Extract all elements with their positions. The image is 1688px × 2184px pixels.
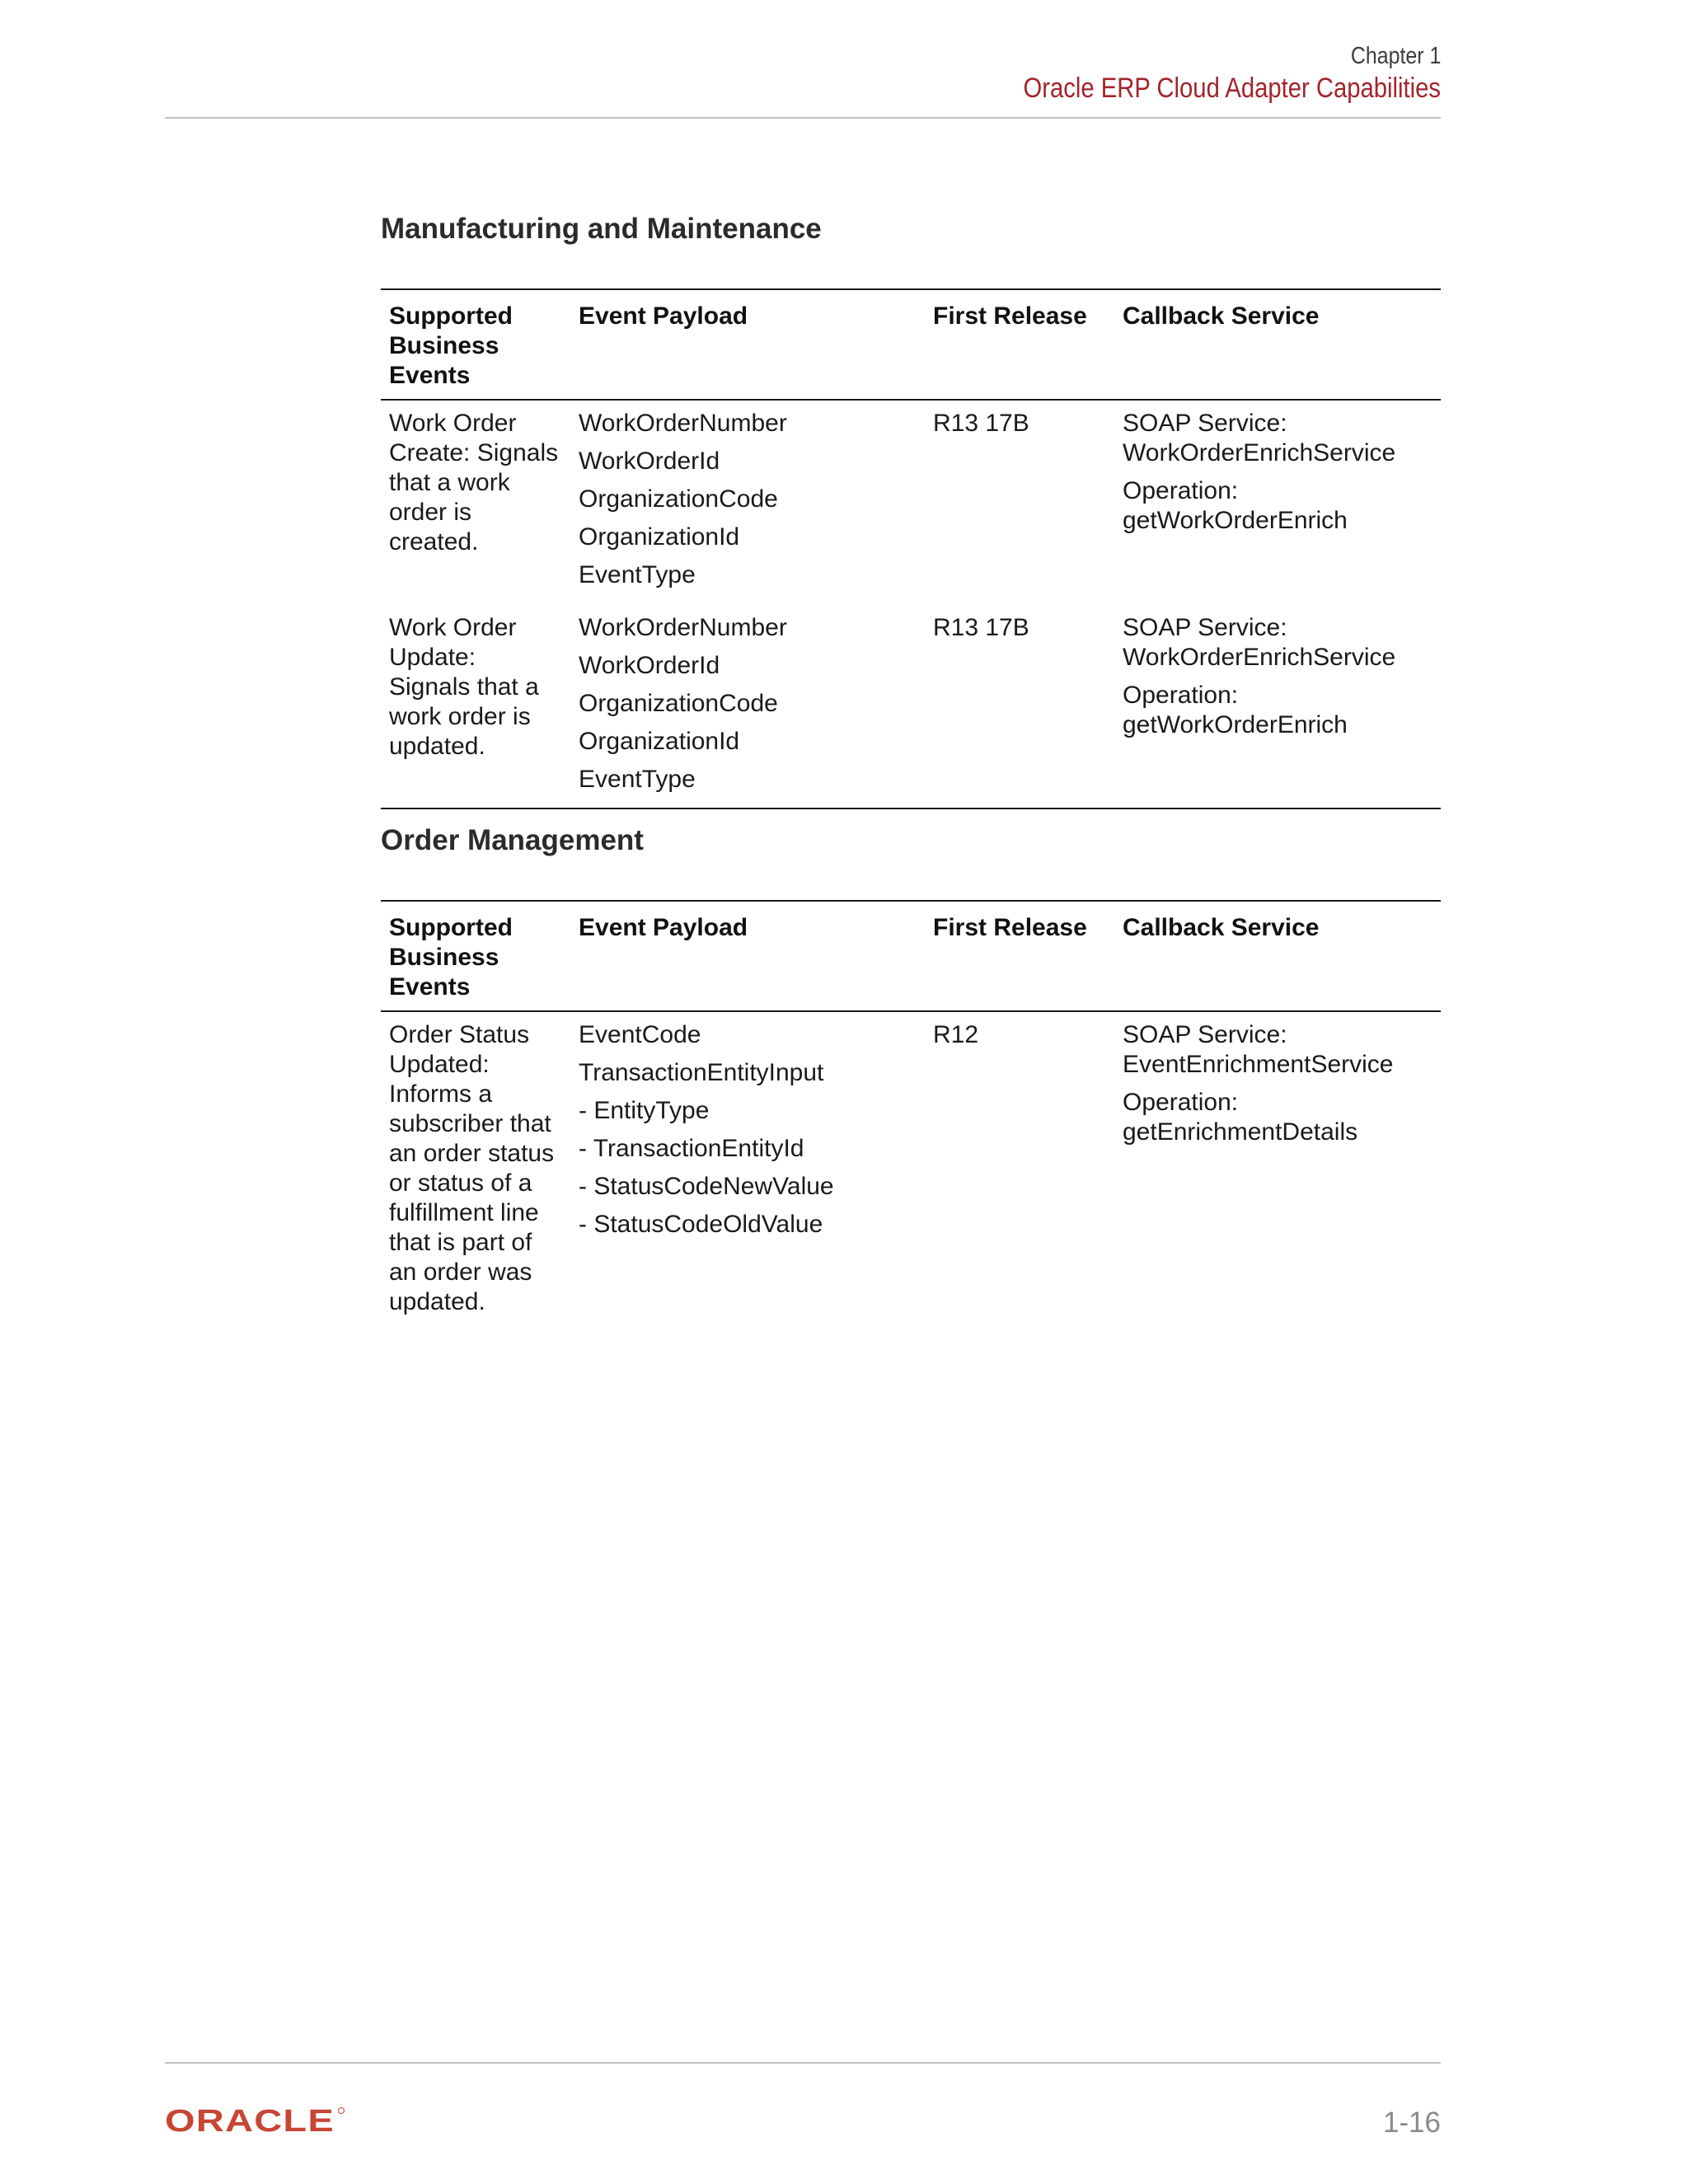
column-header: First Release (925, 901, 1114, 1011)
payload-field: OrganizationCode (579, 485, 778, 513)
first-release: R13 17B (933, 410, 1029, 437)
event-payload (570, 605, 925, 808)
payload-field: OrganizationId (579, 728, 740, 755)
table-row (381, 400, 1441, 605)
callback-service (1114, 605, 1441, 808)
event-payload (570, 400, 925, 605)
soap-service-name: EventEnrichmentService (1123, 1051, 1394, 1078)
payload-field: EventCode (579, 1021, 701, 1048)
oracle-logo-text: ORACLE (165, 2106, 335, 2134)
event-payload (570, 1011, 925, 1322)
soap-service-name: WorkOrderEnrichService (1123, 439, 1396, 466)
payload-field: OrganizationId (579, 523, 740, 551)
operation-label: Operation: (1123, 477, 1239, 504)
first-release: R12 (933, 1021, 979, 1048)
payload-field: WorkOrderId (579, 448, 720, 475)
payload-field: - EntityType (579, 1097, 710, 1124)
soap-service-label: SOAP Service: (1123, 410, 1287, 437)
section-heading-order-management: Order Management (381, 824, 644, 856)
table-header-row (381, 289, 1441, 400)
table-row (381, 605, 1441, 808)
soap-service-label: SOAP Service: (1123, 1021, 1287, 1048)
oracle-logo (165, 2106, 346, 2134)
callback-service (1114, 400, 1441, 605)
payload-field: EventType (579, 766, 696, 793)
first-release: R13 17B (925, 605, 1114, 808)
event-description: Work Order Create: Signals that a work order is created. (389, 410, 559, 555)
column-header: Callback Service (1114, 289, 1441, 400)
column-header: Supported Business Events (381, 289, 570, 400)
column-header: Event Payload (570, 289, 925, 400)
callback-service (1114, 1011, 1441, 1322)
payload-field: WorkOrderId (579, 652, 720, 679)
manufacturing-events-table (381, 288, 1441, 809)
column-header: Callback Service (1114, 901, 1441, 1011)
payload-field: - StatusCodeNewValue (579, 1173, 834, 1200)
payload-field: EventType (579, 561, 696, 588)
event-description: Work Order Update: Signals that a work order is updated. (381, 605, 570, 808)
event-description: Order Status Updated: Informs a subscriber that an order status or status of a fulfillment line that is part of an order was updated. (389, 1021, 555, 1315)
payload-field: - TransactionEntityId (579, 1135, 804, 1162)
payload-field: - StatusCodeOldValue (579, 1211, 823, 1238)
column-header: First Release (925, 289, 1114, 400)
section-title: Oracle ERP Cloud Adapter Capabilities (1023, 73, 1441, 104)
column-header: Event Payload (570, 901, 925, 1011)
footer-divider (165, 2062, 1441, 2064)
payload-field: OrganizationCode (579, 690, 778, 717)
operation-name: getWorkOrderEnrich (1123, 507, 1348, 534)
operation-name: getWorkOrderEnrich (1123, 711, 1348, 738)
payload-field: WorkOrderNumber (579, 614, 787, 641)
column-header: Supported Business Events (381, 901, 570, 1011)
table-row (381, 1011, 1441, 1322)
payload-field: WorkOrderNumber (579, 410, 787, 437)
order-management-events-table (381, 900, 1441, 1322)
operation-label: Operation: (1123, 1089, 1239, 1116)
table-header-row (381, 901, 1441, 1011)
soap-service-name: WorkOrderEnrichService (1123, 644, 1396, 671)
payload-field: TransactionEntityInput (579, 1059, 824, 1086)
soap-service-label: SOAP Service: (1123, 614, 1287, 641)
header-divider (165, 117, 1441, 119)
page-number: 1-16 (1382, 2107, 1441, 2139)
operation-name: getEnrichmentDetails (1123, 1118, 1358, 1146)
section-heading-manufacturing: Manufacturing and Maintenance (381, 213, 822, 245)
chapter-label: Chapter 1 (1350, 43, 1441, 69)
operation-label: Operation: (1123, 682, 1239, 709)
